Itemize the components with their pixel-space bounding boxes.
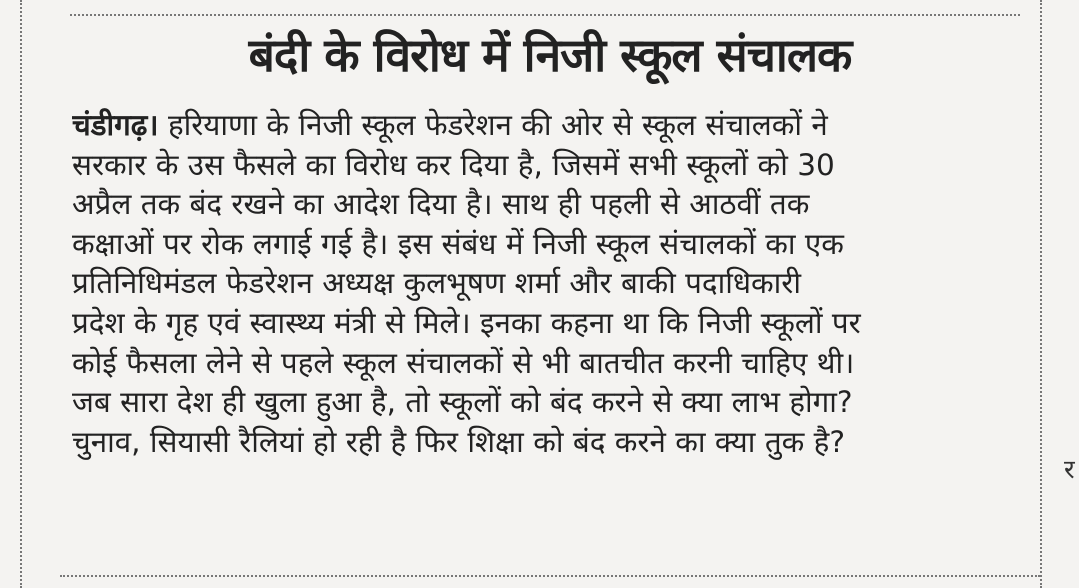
- column-divider-bottom: [60, 575, 1040, 577]
- headline: बंदी के विरोध में निजी स्कूल संचालक: [248, 28, 852, 82]
- dateline: चंडीगढ़।: [72, 108, 159, 142]
- article-line: प्रदेश के गृह एवं स्वास्थ्य मंत्री से मिले। इनका कहना था कि निजी स्कूलों पर: [72, 305, 861, 340]
- article-line: चुनाव, सियासी रैलियां हो रही है फिर शिक्षा को बंद करने का क्या तुक है?: [72, 424, 845, 459]
- article-line: कक्षाओं पर रोक लगाई गई है। इस संबंध में निजी स्कूल संचालकों का एक: [72, 226, 844, 261]
- adjacent-column-fragment: र: [1064, 455, 1075, 485]
- article-line: [72, 106, 1016, 146]
- article-body: [72, 106, 1016, 462]
- article-line: जब सारा देश ही खुला हुआ है, तो स्कूलों को बंद करने से क्या लाभ होगा?: [72, 385, 853, 420]
- column-divider-top: [70, 14, 1020, 16]
- article-line: प्रतिनिधिमंडल फेडरेशन अध्यक्ष कुलभूषण शर्मा और बाकी पदाधिकारी: [72, 266, 802, 301]
- article-line: कोई फैसला लेने से पहले स्कूल संचालकों से भी बातचीत करनी चाहिए थी।: [72, 345, 855, 380]
- article-line: अप्रैल तक बंद रखने का आदेश दिया है। साथ ही पहली से आठवीं तक: [72, 187, 810, 222]
- article-line-text: हरियाणा के निजी स्कूल फेडरेशन की ओर से स्कूल संचालकों ने: [158, 108, 828, 142]
- column-divider-right: [1040, 0, 1042, 588]
- column-divider-left: [20, 0, 22, 588]
- article-line: सरकार के उस फैसले का विरोध कर दिया है, जिसमें सभी स्कूलों को 30: [72, 147, 835, 182]
